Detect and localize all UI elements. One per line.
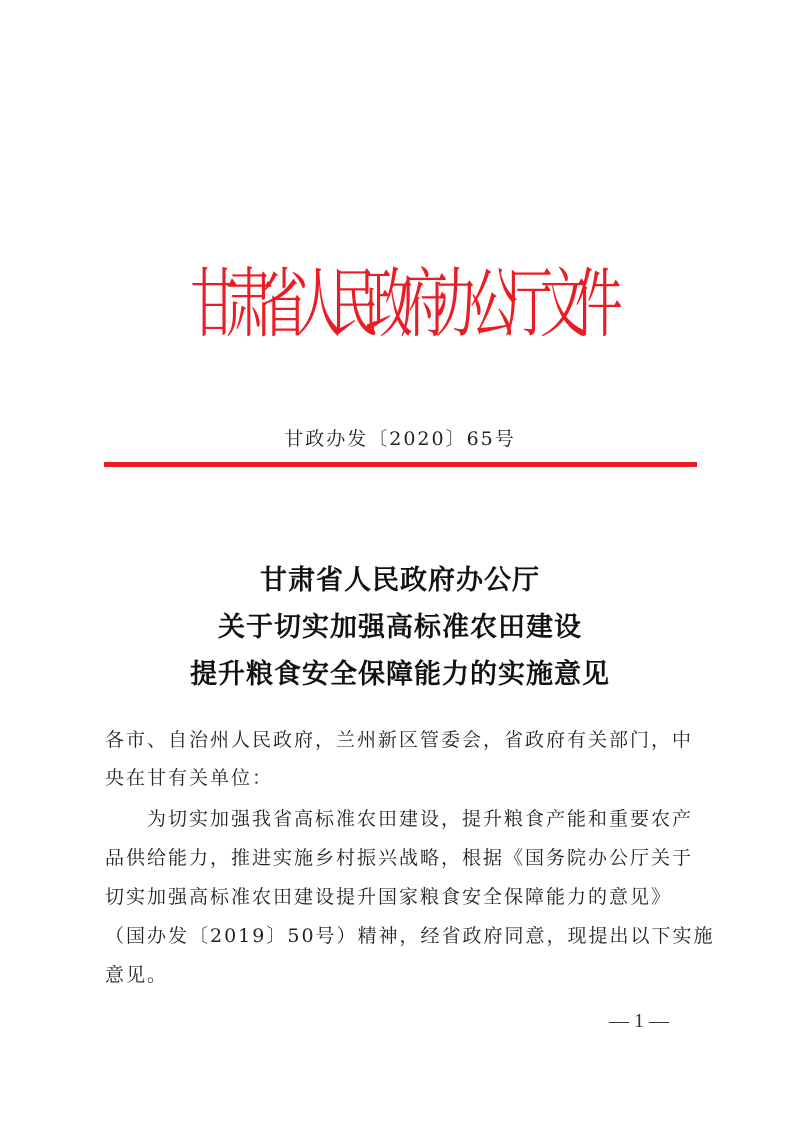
body-line-addressee-1: 各市、自治州人民政府，兰州新区管委会，省政府有关部门，中 [105,729,694,751]
red-separator-rule [104,462,697,467]
issuer-banner [0,262,800,349]
body-line-paragraph-4: （国办发〔2019〕50号）精神，经省政府同意，现提出以下实施 [105,925,715,947]
page-number: — 1 — [609,1010,669,1032]
document-title-line-3: 提升粮食安全保障能力的实施意见 [190,659,610,690]
document-title-line-2: 关于切实加强高标准农田建设 [218,612,582,643]
issuer-banner-text: 甘肃省人民政府办公厅文件 [190,262,610,349]
body-line-paragraph-3: 切实加强高标准农田建设提升国家粮食安全保障能力的意见》 [105,886,673,908]
body-line-paragraph-5: 意见。 [105,964,169,986]
body-line-paragraph-1: 为切实加强我省高标准农田建设，提升粮食产能和重要农产 [105,808,694,830]
body-line-addressee-2: 央在甘有关单位： [105,767,274,789]
document-number: 甘政办发〔2020〕65号 [284,428,516,450]
document-title-line-1: 甘肃省人民政府办公厅 [260,565,540,596]
body-line-paragraph-2: 品供给能力，推进实施乡村振兴战略，根据《国务院办公厅关于 [105,847,694,869]
